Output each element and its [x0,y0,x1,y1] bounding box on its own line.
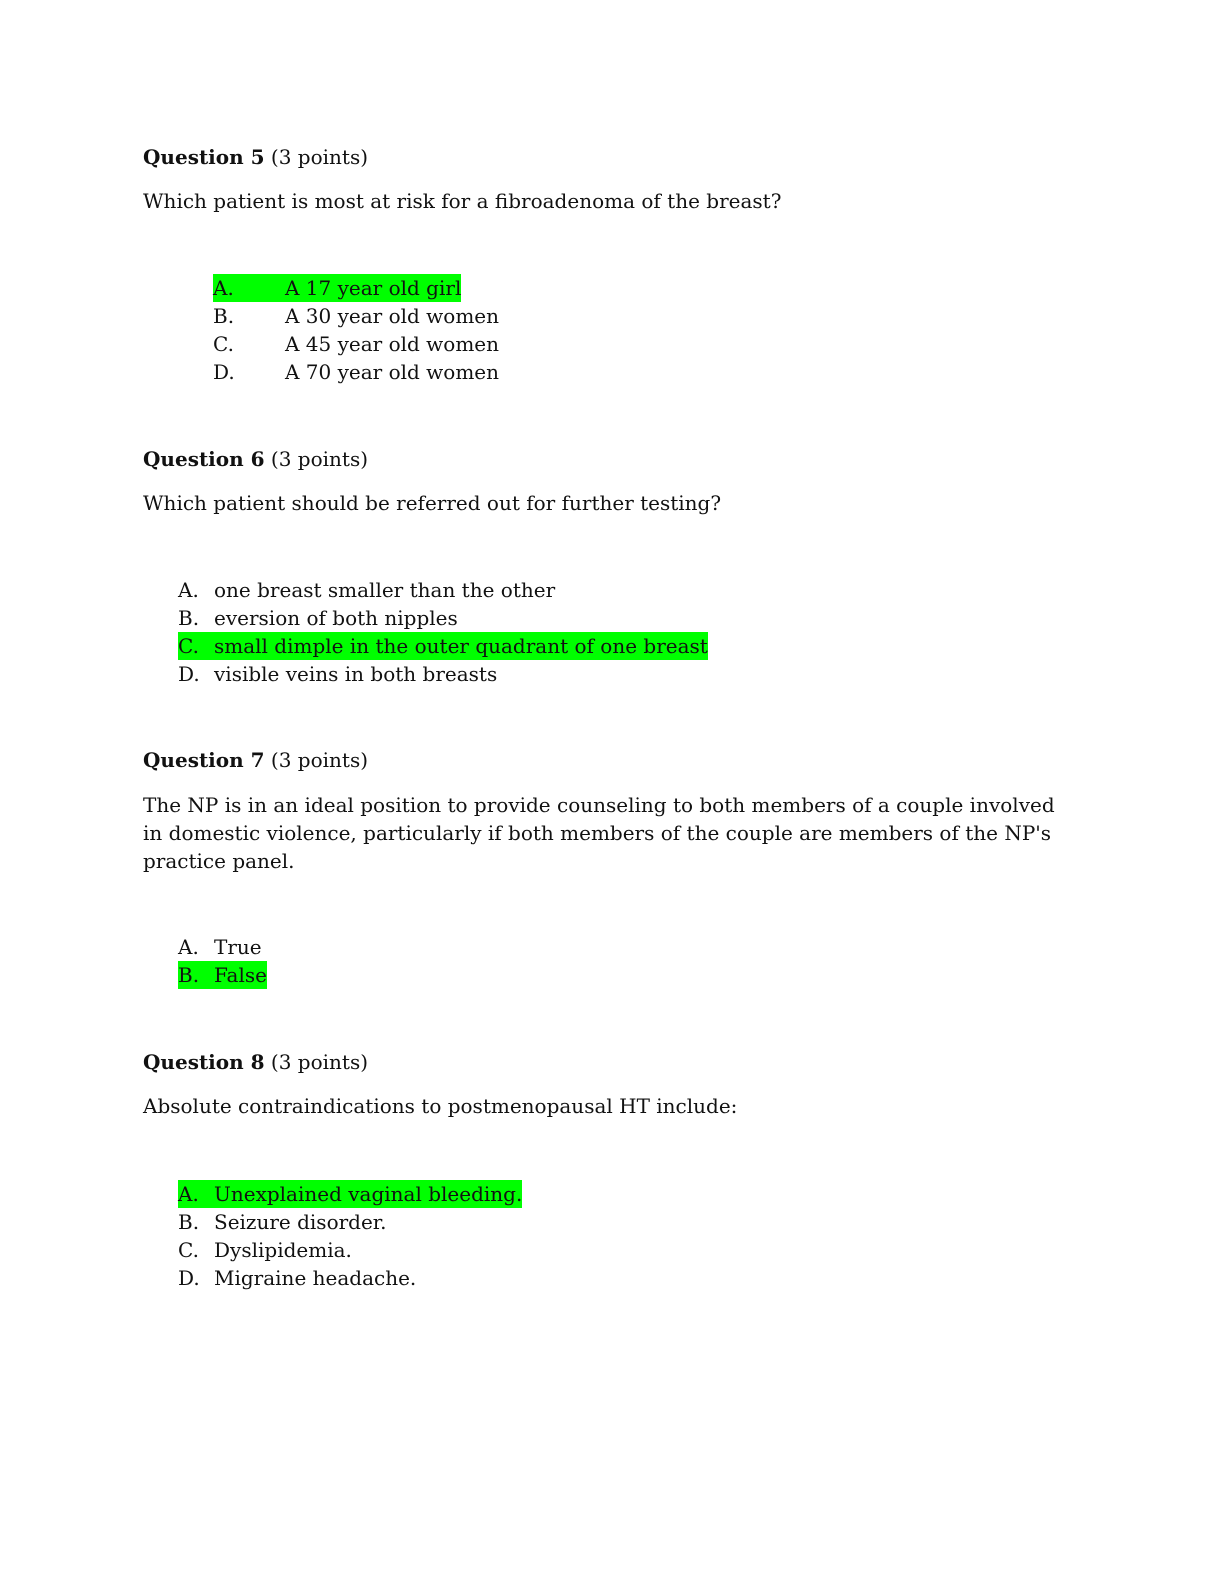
question-5-title [143,143,368,171]
option-text: eversion of both nipples [214,606,458,630]
question-number: Question 6 [143,447,265,471]
option-letter: B. [178,606,200,630]
option-letter: D. [178,1266,200,1290]
option-text: Seizure disorder. [214,1210,387,1234]
option-letter: A. [178,578,199,602]
question-number: Question 8 [143,1050,265,1074]
question-7-prompt-line-3: practice panel. [143,849,295,873]
question-points: (3 points) [270,1050,369,1074]
option-letter: C. [178,632,217,660]
option-text: A 70 year old women [285,360,500,384]
option-letter: A. [178,1180,217,1208]
option-letter: B. [213,304,235,328]
option-text: False [214,963,267,987]
question-8-prompt: Absolute contraindications to postmenopausal HT include: [143,1094,738,1118]
question-7-prompt-line-2: in domestic violence, particularly if both members of the couple are members of the NP's [143,821,1052,845]
question-8-title [143,1048,368,1076]
option-letter: B. [178,1210,200,1234]
option-text: A 30 year old women [285,304,500,328]
option-text: True [214,935,262,959]
option-text: small dimple in the outer quadrant of one breast [214,634,708,658]
option-text: Unexplained vaginal bleeding. [214,1182,523,1206]
option-letter: C. [178,1238,199,1262]
option-letter: D. [178,662,200,686]
option-text: A 17 year old girl [285,276,462,300]
option-text: Dyslipidemia. [214,1238,352,1262]
option-text: A 45 year old women [285,332,500,356]
option-letter: B. [178,961,217,989]
option-text: Migraine headache. [214,1266,417,1290]
question-7-title [143,746,368,774]
question-6-prompt: Which patient should be referred out for further testing? [143,491,722,515]
question-5-prompt: Which patient is most at risk for a fibroadenoma of the breast? [143,189,782,213]
option-letter: A. [178,935,199,959]
question-points: (3 points) [270,748,369,772]
question-points: (3 points) [270,447,369,471]
option-letter: C. [213,332,234,356]
question-6-title [143,445,368,473]
question-number: Question 5 [143,145,265,169]
option-letter: D. [213,360,235,384]
option-letter: A. [213,274,286,302]
question-points: (3 points) [270,145,369,169]
option-text: visible veins in both breasts [214,662,498,686]
question-7-prompt-line-1: The NP is in an ideal position to provide counseling to both members of a couple involved [143,793,1055,817]
question-number: Question 7 [143,748,265,772]
option-text: one breast smaller than the other [214,578,556,602]
